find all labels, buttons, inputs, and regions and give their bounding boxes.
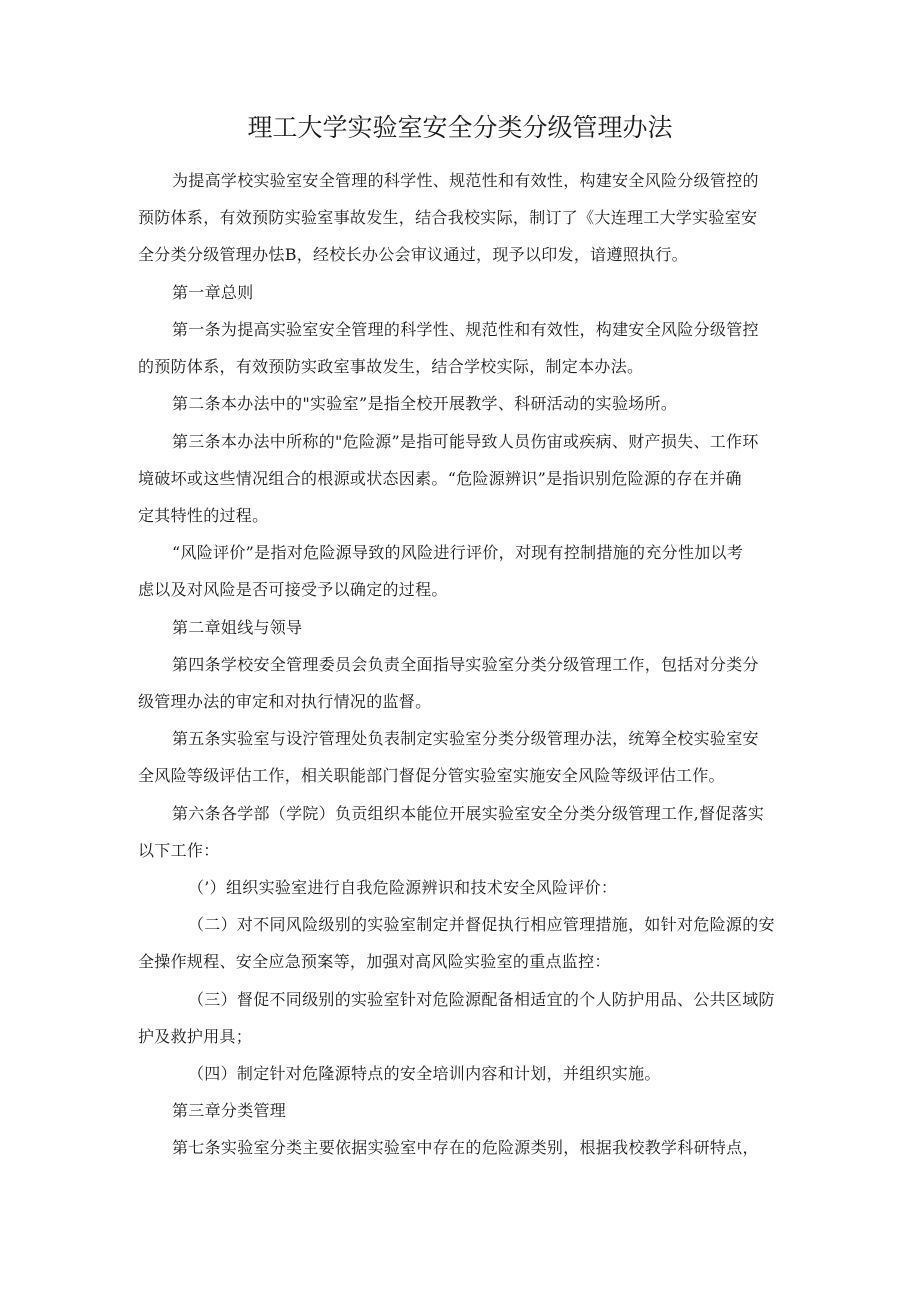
chapter-heading: 第三章分类管理 bbox=[172, 1101, 287, 1120]
text-line: 全操作规程、安全应急预案等，加强对高风险实验室的重点监控： bbox=[138, 952, 611, 971]
chapter-heading: 第一章总则 bbox=[172, 283, 254, 302]
text-line: 的预防体系，有效预防实政室事故发生，结合学校实际，制定本办法。 bbox=[138, 357, 644, 376]
text-line: 第七条实验室分类主要依据实验室中存在的危险源类别，根据我校教学科研特点， bbox=[172, 1138, 759, 1157]
text-line: 第四条学校安全管理委员会负责全面指导实验室分类分级管理工作，包括对分类分 bbox=[172, 655, 759, 674]
text-line: 以下工作： bbox=[138, 841, 220, 860]
text-line: 级管理办法的审定和对执行情况的监督。 bbox=[138, 692, 432, 711]
list-item: （’）组织实验室进行自我危险源辨识和技术安全风险评价： bbox=[188, 878, 618, 897]
list-item: （四）制定针对危隆源特点的安全培训内容和计划，并组织实施。 bbox=[188, 1064, 661, 1083]
chapter-heading: 第二章姐线与领导 bbox=[172, 618, 303, 637]
text-line: 境破坏或这些情况组合的根源或状态因素。“危险源辨识”是指识别危险源的存在并确 bbox=[138, 469, 742, 488]
text-line: 第二条本办法中的"实验室”是指全校开展教学、科研活动的实验场所。 bbox=[172, 394, 678, 413]
text-line: 为提高学校实验室安全管理的科学性、规范性和有效性，构建安全风险分级管控的 bbox=[172, 171, 759, 190]
list-item: （二）对不同风险级别的实验室制定并督促执行相应管理措施，如针对危险源的安 bbox=[188, 915, 775, 934]
text-line: 第三条本办法中所称的"危险源”是指可能导致人员伤宙或疾病、财产损失、工作环 bbox=[172, 432, 759, 451]
list-item: （三）督促不同级别的实验室针对危险源配备相适宜的个人防护用品、公共区域防 bbox=[188, 990, 775, 1009]
text-line: 全风险等级评估工作，相关职能部门督促分管实验室实施安全风险等级评估工作。 bbox=[138, 766, 725, 785]
text-line: 虑以及对风险是否可接受予以确定的过程。 bbox=[138, 580, 448, 599]
text-line: 第一条为提高实验室安全管理的科学性、规范性和有效性，构建安全风险分级管控 bbox=[172, 320, 759, 339]
text-line: 定其特性的过程。 bbox=[138, 506, 269, 525]
text-line: 第五条实验室与设泞管理处负表制定实验室分类分级管理办法，统筹全校实验室安 bbox=[172, 729, 759, 748]
document-title: 理工大学实验室安全分类分级管理办法 bbox=[247, 113, 673, 142]
text-line: 护及救护用具； bbox=[138, 1027, 253, 1046]
text-line: 第六条各学部（学院）负贡组织本能位开展实验室安全分类分级管理工作,督促落实 bbox=[172, 804, 765, 823]
text-line: 预防体系，有效预防实验室事故发生，结合我校实际，制订了《大连理工大学实验室安 bbox=[138, 208, 758, 227]
text-line: 全分类分级管理办怯B，经校长办公会审议通过，现予以印发，谙遵照执行。 bbox=[138, 245, 688, 264]
text-line: “风险评价”是指对危险源导致的风险进行评价，对现有控制措施的充分性加以考 bbox=[172, 543, 744, 562]
